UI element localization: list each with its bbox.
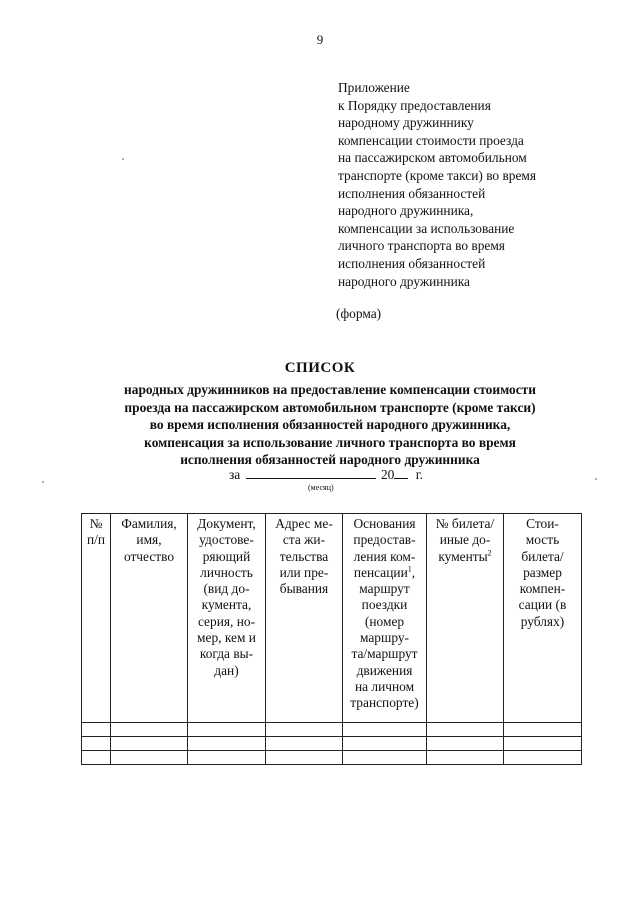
column-header-line [83,516,109,532]
column-header-text: ряющий [202,548,251,564]
appendix-header [338,79,628,290]
document-subtitle [80,381,580,469]
column-header-line [189,597,264,613]
appendix-line: народного дружинника, [338,203,474,219]
subtitle-line: во время исполнения обязанностей народного дружинника, [149,417,511,432]
table-cell[interactable] [111,737,188,751]
column-header-line [344,597,425,613]
column-header [343,514,427,723]
column-header-line [267,581,341,597]
appendix-line: компенсации за использование [338,220,515,236]
table-cell[interactable] [343,723,427,737]
column-header-text: № [89,516,103,531]
column-header-line [112,549,186,565]
column-header-line [83,532,109,548]
table-row [82,723,582,737]
column-header-line [344,614,425,630]
column-header-line [344,663,425,679]
period-prefix: за [229,467,241,482]
column-header-text: мость [525,532,560,548]
table-cell[interactable] [82,751,111,765]
appendix-line: личного транспорта во время [338,238,505,254]
year-prefix: 20 [380,467,395,482]
appendix-line: Приложение [338,80,410,95]
table-header-row [82,514,582,723]
column-header-line [189,581,264,597]
column-header-text: Основания [353,516,416,531]
column-header [504,514,582,723]
column-header-text: Документ, [197,516,256,531]
table-cell[interactable] [266,737,343,751]
appendix-line: компенсации стоимости проезда [338,132,524,148]
column-header-text: маршру- [359,630,409,646]
period-suffix: г. [415,467,424,482]
column-header-text: п/п [86,532,106,548]
column-header-text: удостове- [199,532,254,548]
subtitle-line: проезда на пассажирском автомобильном транспорте (кроме такси) [124,399,536,415]
column-header [82,514,111,723]
table-cell[interactable] [427,723,504,737]
column-header-text: серия, но- [197,613,256,629]
year-blank [394,466,408,479]
column-header-line [344,516,425,532]
column-header-line [189,532,264,548]
column-header-line [344,565,425,581]
column-header-text: (вид до- [203,581,250,597]
column-header-line [344,532,425,548]
column-header-text: дан) [214,662,239,678]
table-cell[interactable] [266,723,343,737]
form-label: (форма) [336,306,382,321]
column-header-text: на личном [354,678,415,694]
subtitle-line: народных дружинников на предоставление компенсации стоимости [124,382,536,397]
table-cell[interactable] [82,737,111,751]
table-row [82,737,582,751]
appendix-line: исполнения обязанностей [338,185,486,201]
document-title: СПИСОК [284,360,356,376]
column-header-text: билета/ [521,548,564,564]
footnote-mark: 2 [487,548,492,558]
column-header-line [267,532,341,548]
table-cell[interactable] [427,737,504,751]
column-header-text: Адрес ме- [275,516,333,531]
table-cell[interactable] [343,737,427,751]
column-header-line [189,646,264,662]
column-header-line [505,614,580,630]
column-header-line [505,532,580,548]
column-header-text: Фамилия, [121,516,177,531]
column-header-text: кументы [438,548,488,564]
month-label: (месяц) [308,483,334,492]
column-header-line [344,679,425,695]
column-header-text: иные до- [439,532,491,548]
column-header-line [267,549,341,565]
column-header-line [344,581,425,597]
column-header-text: бывания [279,581,329,597]
column-header-line [267,516,341,532]
column-header-line [189,630,264,646]
column-header-line [505,581,580,597]
column-header-line [344,695,425,711]
column-header-line [112,516,186,532]
column-header-text: движения [356,662,413,678]
appendix-line: на пассажирском автомобильном [338,150,527,166]
column-header-line [189,614,264,630]
column-header [111,514,188,723]
column-header-line [344,630,425,646]
column-header-line [267,565,341,581]
subtitle-line: компенсация за использование личного транспорта во время [144,434,516,450]
column-header-text: тельства [279,548,329,564]
column-header-text: № билета/ [435,516,495,531]
footnote-after: , [411,564,416,580]
appendix-line: народному дружиннику [338,115,474,131]
column-header-text: имя, [136,532,162,548]
column-header-text: размер [523,564,562,580]
scan-speck [42,481,44,483]
period-line [229,466,423,483]
subtitle-line: исполнения обязанностей народного дружинника [180,452,480,467]
column-header-text: сации (в [518,597,567,613]
column-header-text: отчество [123,548,175,564]
table-cell[interactable] [111,751,188,765]
month-blank [246,466,376,479]
column-header-line [428,549,502,565]
column-header-line [505,565,580,581]
table-cell[interactable] [504,751,582,765]
column-header-text: маршрут [359,581,410,597]
appendix-line: народного дружинника [338,273,471,289]
column-header-line [189,549,264,565]
table-cell[interactable] [266,751,343,765]
column-header [188,514,266,723]
column-header-line [505,516,580,532]
column-header-line [189,516,264,532]
footnote-mark: 1 [407,564,412,574]
column-header-text: кумента, [201,597,252,613]
column-header-line [428,532,502,548]
column-header-line [505,549,580,565]
table-row [82,751,582,765]
scan-speck [595,478,597,480]
column-header-text: личность [200,564,253,580]
column-header [266,514,343,723]
column-header-line [428,516,502,532]
table-cell[interactable] [427,751,504,765]
column-header-text: Стои- [526,516,559,531]
appendix-line: исполнения обязанностей [338,255,486,271]
column-header-text: пенсации [353,564,408,580]
column-header-text: ста жи- [282,532,326,548]
column-header-line [189,663,264,679]
dружинники-table [81,513,582,765]
column-header-text: поездки [361,597,408,613]
column-header-line [344,646,425,662]
column-header-line [344,549,425,565]
table-cell[interactable] [504,723,582,737]
column-header-text: предостав- [353,532,416,548]
table-cell[interactable] [188,751,266,765]
column-header-line [189,565,264,581]
page-number: 9 [316,32,324,47]
column-header-text: мер, кем и [197,630,256,646]
column-header-text: или пре- [279,564,329,580]
table-cell[interactable] [343,751,427,765]
table-cell[interactable] [504,737,582,751]
column-header-text: (номер [364,613,405,629]
column-header-text: транспорте) [350,695,419,711]
column-header-text: компен- [519,581,566,597]
column-header-text: та/маршрут [351,646,418,662]
table-cell[interactable] [188,737,266,751]
table-cell[interactable] [188,723,266,737]
column-header-text: когда вы- [199,646,254,662]
column-header-text: ления ком- [353,548,416,564]
column-header [427,514,504,723]
scan-speck [122,158,124,160]
table-cell[interactable] [82,723,111,737]
column-header-line [505,597,580,613]
table-cell[interactable] [111,723,188,737]
column-header-line [112,532,186,548]
column-header-text: рублях) [520,613,565,629]
appendix-line: к Порядку предоставления [338,97,491,113]
appendix-line: транспорте (кроме такси) во время [338,167,537,183]
